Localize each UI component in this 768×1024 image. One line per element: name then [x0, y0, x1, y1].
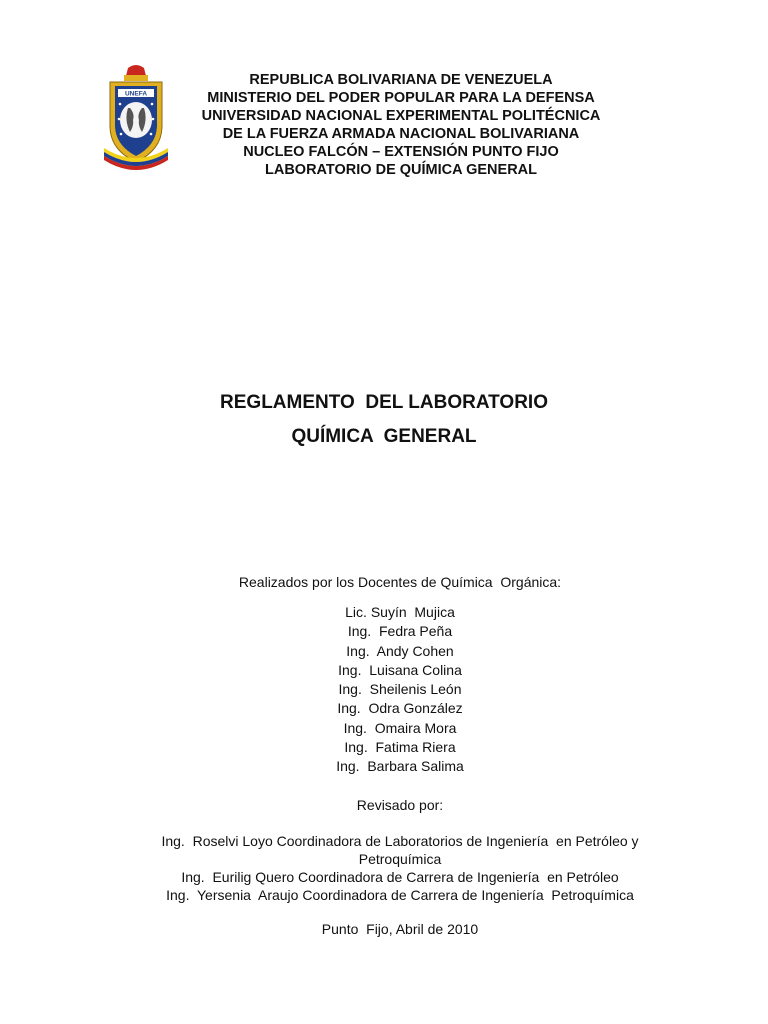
author-name: Lic. Suyín Mujica: [345, 604, 455, 620]
seal-crown: [126, 65, 146, 76]
document-title: [0, 386, 768, 454]
author-name: Ing. Sheilenis León: [338, 681, 462, 698]
author-name: Ing. Andy Cohen: [346, 642, 454, 659]
place-date: Punto Fijo, Abril de 2010: [321, 921, 479, 937]
seal-star: [119, 103, 122, 106]
title-line-2: QUÍMICA GENERAL: [291, 426, 477, 447]
institution-header: [170, 71, 632, 179]
seal-crown-band: [124, 75, 148, 81]
reviewed-label: Revisado por:: [356, 797, 444, 813]
authors-section: [100, 573, 700, 777]
authors-intro: Realizados por los Docentes de Química Orgánica:: [238, 574, 562, 590]
author-name: Ing. Fatima Riera: [344, 739, 456, 756]
author-name: Ing. Omaira Mora: [343, 719, 457, 736]
seal-star: [150, 133, 153, 136]
seal-star: [152, 118, 155, 121]
header-line: LABORATORIO DE QUÍMICA GENERAL: [264, 162, 537, 178]
author-name: Ing. Luisana Colina: [338, 661, 462, 678]
author-name: Ing. Fedra Peña: [347, 623, 453, 640]
seal-star: [151, 103, 154, 106]
title-line-1: REGLAMENTO DEL LABORATORIO: [220, 392, 548, 413]
reviewer-line: Ing. Roselvi Loyo Coordinadora de Laboratorios de Ingeniería en Petróleo y Petroquímica: [161, 833, 643, 867]
seal-banner-text: UNEFA: [124, 90, 148, 98]
seal-medallion: [120, 102, 152, 138]
seal-star: [118, 118, 121, 121]
author-name: Ing. Barbara Salima: [336, 758, 464, 775]
reviewer-line: Ing. Eurilig Quero Coordinadora de Carrera de Ingeniería en Petróleo: [181, 869, 619, 885]
header-line: REPUBLICA BOLIVARIANA DE VENEZUELA: [249, 72, 553, 88]
header-line: NUCLEO FALCÓN – EXTENSIÓN PUNTO FIJO: [243, 144, 559, 160]
header-line: MINISTERIO DEL PODER POPULAR PARA LA DEFENSA: [207, 90, 595, 106]
university-seal-icon: [100, 64, 172, 174]
seal-star: [120, 133, 123, 136]
header-line: DE LA FUERZA ARMADA NACIONAL BOLIVARIANA: [222, 126, 580, 142]
header-line: UNIVERSIDAD NACIONAL EXPERIMENTAL POLITÉCNICA: [201, 108, 601, 124]
author-name: Ing. Odra González: [337, 700, 463, 717]
reviewer-line: Ing. Yersenia Araujo Coordinadora de Carrera de Ingeniería Petroquímica: [166, 887, 634, 903]
reviewers-section: [120, 832, 680, 904]
